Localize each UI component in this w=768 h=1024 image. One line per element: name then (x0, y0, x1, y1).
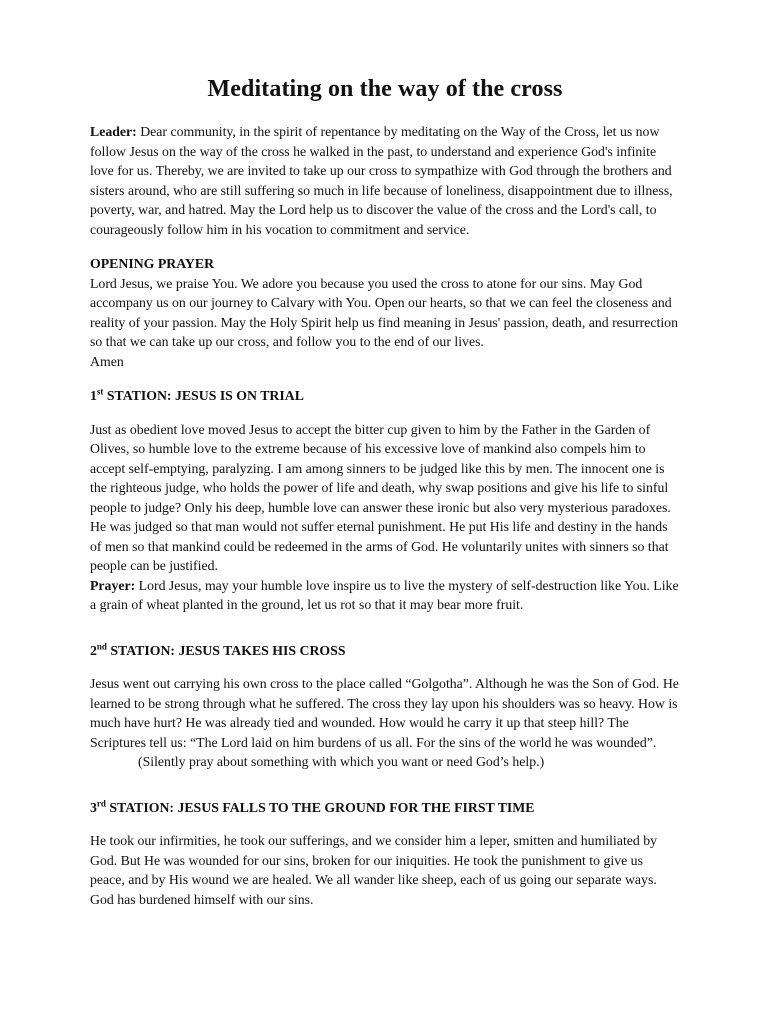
station-3-suffix: rd (96, 797, 106, 808)
station-1-prayer-label: Prayer: (90, 577, 136, 593)
station-3-text: He took our infirmities, he took our sufferings, and we consider him a leper, smitten and humiliated by God. But He was wounded for our sins, broken for our iniquities. He took the punishment to give us peace, and by His wound we are healed. We all wander like sheep, each of us going our separate ways. God has burdened himself with our sins. (90, 833, 658, 907)
station-1-number: 1 (90, 388, 97, 403)
station-1-prayer-text: Lord Jesus, may your humble love inspire us to live the mystery of self-destruction like You. Like a grain of wheat planted in the ground, let us rot so that it may bear more fruit. (90, 577, 679, 612)
document-title: Meditating on the way of the cross (207, 76, 563, 102)
station-1-suffix: st (96, 386, 104, 397)
station-1-heading (90, 386, 680, 406)
opening-prayer-heading: OPENING PRAYER (90, 256, 215, 271)
opening-prayer-amen: Amen (90, 353, 124, 369)
station-2-note: (Silently pray about something with which you want or need God’s help.) (138, 754, 545, 769)
leader-text: Dear community, in the spirit of repentance by meditating on the Way of the Cross, let us now follow Jesus on the way of the cross he walked in the past, to understand and experience God's infinite love for us. Thereby, we are invited to take up our cross to sympathize with God through the brothers and sisters around, who are still suffering so much in life because of loneliness, disappointment due to illness, poverty, war, and hatred. May the Lord help us to discover the value of the cross and the Lord's call, to courageously follow him in his vocation to commitment and service. (90, 124, 673, 237)
station-1-title: STATION: JESUS IS ON TRIAL (103, 388, 304, 403)
station-2-number: 2 (90, 642, 97, 658)
document-page (90, 72, 680, 909)
leader-paragraph (90, 122, 680, 239)
station-1-text: Just as obedient love moved Jesus to accept the bitter cup given to him by the Father in the Garden of Olives, so humble love to the extreme because of his excessive love of mankind also compels him to accept self-emptying, paralyzing. I am among sinners to be judged like this by men. The innocent one is the righteous judge, who holds the power of life and death, why swap positions and give his life to sinful people to judge? Only his deep, humble love can answer these ironic but also very mysterious paradoxes. He was judged so that man would not suffer eternal punishment. He put His life and destiny in the hands of men so that mankind could be redeemed in the arms of God. He voluntarily unites with sinners so that people can be justified. (90, 421, 671, 573)
opening-prayer-text: Lord Jesus, we praise You. We adore you because you used the cross to atone for our sins. May God accompany us on our journey to Calvary with You. Open our hearts, so that we can feel the closeness and reality of your passion. May the Holy Spirit help us find meaning in Jesus' passion, death, and resurrection so that we can take up our cross, and follow you to the end of our lives. (90, 275, 678, 349)
station-2-title: STATION: JESUS TAKES HIS CROSS (106, 642, 346, 658)
leader-label: Leader: (90, 124, 137, 139)
station-2-suffix: nd (96, 640, 107, 651)
station-2-heading (90, 641, 680, 661)
station-1-prayer (90, 576, 680, 615)
station-3-title: STATION: JESUS FALLS TO THE GROUND FOR THE FIRST TIME (105, 799, 535, 815)
station-3-number: 3 (90, 799, 97, 815)
station-2-text: Jesus went out carrying his own cross to the place called “Golgotha”. Although he was the Son of God. He learned to be strong through what he suffered. The cross they lay upon his shoulders was so heavy. How is much have hurt? He was already tied and wounded. How would he carry it up that steep hill? The Scriptures tell us: “The Lord laid on him burdens of us all. For the sins of the world he was wounded”. (90, 676, 679, 750)
station-3-heading (90, 798, 680, 818)
